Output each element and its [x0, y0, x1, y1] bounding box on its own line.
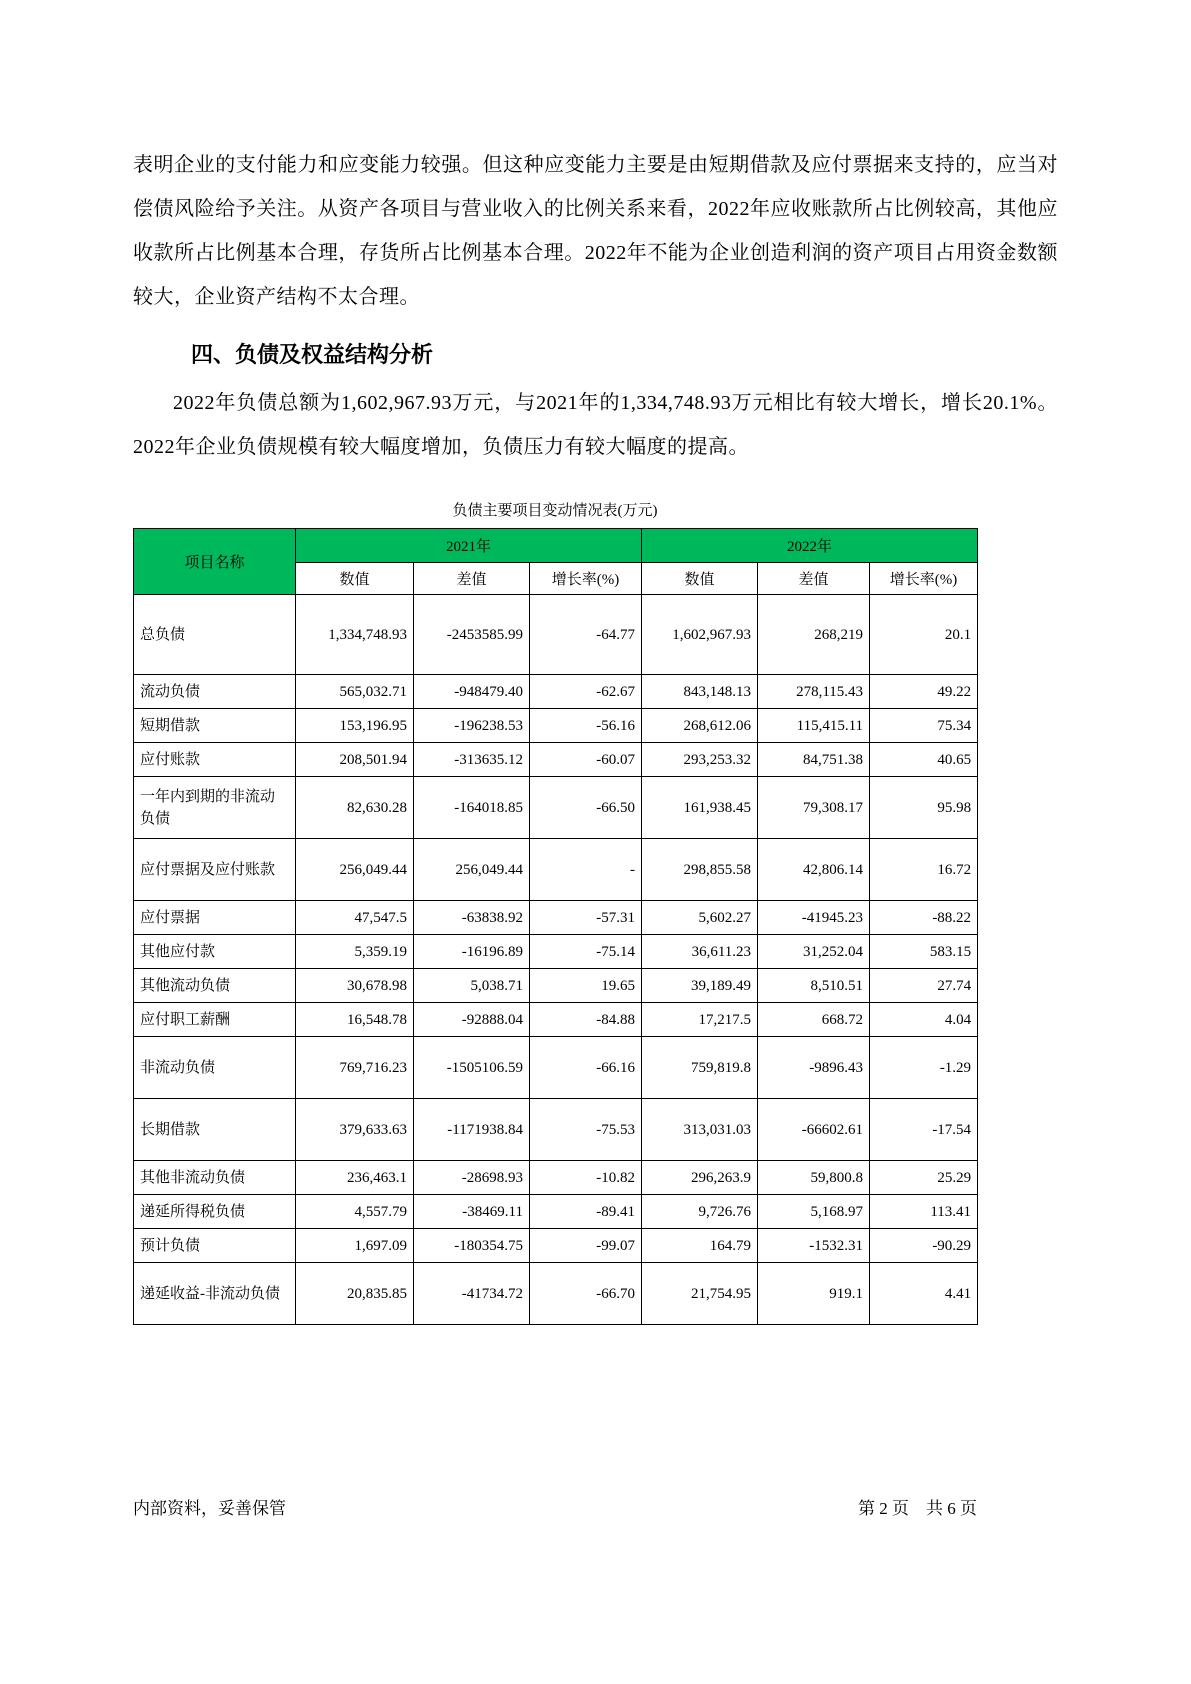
cell-growth-2021: -84.88 — [530, 1003, 642, 1037]
cell-diff-2021: -164018.85 — [414, 777, 530, 839]
cell-diff-2022: 8,510.51 — [758, 969, 870, 1003]
table-row — [134, 1195, 978, 1229]
cell-value-2022: 268,612.06 — [642, 709, 758, 743]
table-row — [134, 839, 978, 901]
cell-growth-2022: -90.29 — [870, 1229, 978, 1263]
liabilities-change-table — [133, 528, 978, 1325]
cell-value-2022: 313,031.03 — [642, 1099, 758, 1161]
cell-growth-2021: -99.07 — [530, 1229, 642, 1263]
cell-value-2022: 1,602,967.93 — [642, 595, 758, 675]
cell-value-2022: 36,611.23 — [642, 935, 758, 969]
cell-growth-2022: 49.22 — [870, 675, 978, 709]
cell-growth-2022: -17.54 — [870, 1099, 978, 1161]
cell-growth-2021: -66.50 — [530, 777, 642, 839]
footer-confidential-note: 内部资料，妥善保管 — [133, 1499, 286, 1518]
cell-value-2022: 843,148.13 — [642, 675, 758, 709]
table-row — [134, 595, 978, 675]
cell-diff-2021: -28698.93 — [414, 1161, 530, 1195]
col-header-value-2021: 数值 — [296, 563, 414, 595]
cell-growth-2021: -56.16 — [530, 709, 642, 743]
cell-diff-2021: -92888.04 — [414, 1003, 530, 1037]
cell-value-2021: 16,548.78 — [296, 1003, 414, 1037]
cell-value-2022: 296,263.9 — [642, 1161, 758, 1195]
cell-diff-2022: -41945.23 — [758, 901, 870, 935]
cell-value-2021: 47,547.5 — [296, 901, 414, 935]
col-header-diff-2022: 差值 — [758, 563, 870, 595]
cell-item-name: 应付账款 — [134, 743, 296, 777]
cell-value-2022: 39,189.49 — [642, 969, 758, 1003]
cell-diff-2022: -66602.61 — [758, 1099, 870, 1161]
table-row — [134, 1037, 978, 1099]
cell-item-name: 总负债 — [134, 595, 296, 675]
cell-value-2021: 1,334,748.93 — [296, 595, 414, 675]
cell-value-2021: 236,463.1 — [296, 1161, 414, 1195]
cell-item-name: 应付票据 — [134, 901, 296, 935]
cell-growth-2021: - — [530, 839, 642, 901]
cell-diff-2022: -1532.31 — [758, 1229, 870, 1263]
cell-growth-2022: 95.98 — [870, 777, 978, 839]
table-row — [134, 969, 978, 1003]
cell-diff-2022: 5,168.97 — [758, 1195, 870, 1229]
cell-growth-2021: -60.07 — [530, 743, 642, 777]
cell-growth-2021: -66.70 — [530, 1263, 642, 1325]
cell-diff-2022: 59,800.8 — [758, 1161, 870, 1195]
cell-diff-2022: 919.1 — [758, 1263, 870, 1325]
cell-value-2021: 82,630.28 — [296, 777, 414, 839]
cell-value-2022: 5,602.27 — [642, 901, 758, 935]
paragraph-asset-analysis: 表明企业的支付能力和应变能力较强。但这种应变能力主要是由短期借款及应付票据来支持的，应当对偿债风险给予关注。从资产各项目与营业收入的比例关系来看，2022年应收账款所占比例较高，其他应收款所占比例基本合理，存货所占比例基本合理。2022年不能为企业创造利润的资产项目占用资金数额较大，企业资产结构不太合理。 — [133, 154, 1058, 308]
page-footer — [133, 1494, 977, 1519]
cell-diff-2021: -313635.12 — [414, 743, 530, 777]
cell-diff-2021: -38469.11 — [414, 1195, 530, 1229]
cell-diff-2021: -41734.72 — [414, 1263, 530, 1325]
table-row — [134, 1161, 978, 1195]
table-row — [134, 777, 978, 839]
cell-value-2022: 293,253.32 — [642, 743, 758, 777]
cell-growth-2022: 113.41 — [870, 1195, 978, 1229]
cell-growth-2022: -1.29 — [870, 1037, 978, 1099]
cell-growth-2021: -75.53 — [530, 1099, 642, 1161]
cell-value-2022: 17,217.5 — [642, 1003, 758, 1037]
cell-growth-2021: -64.77 — [530, 595, 642, 675]
cell-diff-2021: -180354.75 — [414, 1229, 530, 1263]
cell-growth-2022: 4.04 — [870, 1003, 978, 1037]
cell-diff-2021: -1505106.59 — [414, 1037, 530, 1099]
cell-growth-2022: 75.34 — [870, 709, 978, 743]
cell-value-2022: 298,855.58 — [642, 839, 758, 901]
cell-growth-2021: -57.31 — [530, 901, 642, 935]
col-header-diff-2021: 差值 — [414, 563, 530, 595]
cell-diff-2021: -1171938.84 — [414, 1099, 530, 1161]
cell-growth-2021: -10.82 — [530, 1161, 642, 1195]
table-row — [134, 675, 978, 709]
table-body — [134, 595, 978, 1325]
cell-item-name: 一年内到期的非流动负债 — [134, 777, 296, 839]
cell-diff-2022: 115,415.11 — [758, 709, 870, 743]
cell-value-2021: 565,032.71 — [296, 675, 414, 709]
cell-value-2021: 153,196.95 — [296, 709, 414, 743]
table-row — [134, 1263, 978, 1325]
cell-diff-2021: -196238.53 — [414, 709, 530, 743]
table-row — [134, 1099, 978, 1161]
cell-growth-2021: -75.14 — [530, 935, 642, 969]
cell-growth-2022: 16.72 — [870, 839, 978, 901]
cell-item-name: 其他非流动负债 — [134, 1161, 296, 1195]
cell-diff-2022: 31,252.04 — [758, 935, 870, 969]
paragraph-debt-total: 2022年负债总额为1,602,967.93万元，与2021年的1,334,748.93万元相比有较大增长，增长20.1%。2022年企业负债规模有较大幅度增加，负债压力有较大幅度的提高。 — [133, 392, 1058, 458]
cell-growth-2022: 27.74 — [870, 969, 978, 1003]
cell-diff-2021: 256,049.44 — [414, 839, 530, 901]
table-row — [134, 743, 978, 777]
table-row — [134, 935, 978, 969]
cell-value-2021: 379,633.63 — [296, 1099, 414, 1161]
cell-item-name: 流动负债 — [134, 675, 296, 709]
cell-diff-2022: 278,115.43 — [758, 675, 870, 709]
cell-growth-2022: 583.15 — [870, 935, 978, 969]
cell-growth-2022: -88.22 — [870, 901, 978, 935]
table-row — [134, 1003, 978, 1037]
cell-diff-2022: 79,308.17 — [758, 777, 870, 839]
cell-diff-2021: -2453585.99 — [414, 595, 530, 675]
section-heading-liabilities: 四、负债及权益结构分析 — [191, 342, 434, 367]
cell-growth-2022: 40.65 — [870, 743, 978, 777]
cell-item-name: 非流动负债 — [134, 1037, 296, 1099]
cell-diff-2022: 668.72 — [758, 1003, 870, 1037]
col-header-item-name: 项目名称 — [134, 529, 296, 595]
table-title: 负债主要项目变动情况表(万元) — [452, 503, 658, 519]
cell-item-name: 应付票据及应付账款 — [134, 839, 296, 901]
cell-value-2021: 4,557.79 — [296, 1195, 414, 1229]
cell-value-2021: 5,359.19 — [296, 935, 414, 969]
cell-growth-2022: 20.1 — [870, 595, 978, 675]
col-group-2021: 2021年 — [296, 529, 642, 563]
cell-diff-2022: 268,219 — [758, 595, 870, 675]
cell-growth-2021: -62.67 — [530, 675, 642, 709]
cell-value-2022: 9,726.76 — [642, 1195, 758, 1229]
cell-diff-2021: -16196.89 — [414, 935, 530, 969]
cell-diff-2021: -948479.40 — [414, 675, 530, 709]
col-group-2022: 2022年 — [642, 529, 978, 563]
col-header-growth-2022: 增长率(%) — [870, 563, 978, 595]
cell-value-2021: 1,697.09 — [296, 1229, 414, 1263]
cell-growth-2021: -89.41 — [530, 1195, 642, 1229]
cell-item-name: 递延收益-非流动负债 — [134, 1263, 296, 1325]
cell-diff-2022: -9896.43 — [758, 1037, 870, 1099]
cell-item-name: 应付职工薪酬 — [134, 1003, 296, 1037]
cell-item-name: 递延所得税负债 — [134, 1195, 296, 1229]
cell-value-2022: 164.79 — [642, 1229, 758, 1263]
cell-value-2022: 161,938.45 — [642, 777, 758, 839]
cell-growth-2022: 25.29 — [870, 1161, 978, 1195]
table-row — [134, 1229, 978, 1263]
cell-value-2021: 769,716.23 — [296, 1037, 414, 1099]
cell-value-2021: 20,835.85 — [296, 1263, 414, 1325]
col-header-value-2022: 数值 — [642, 563, 758, 595]
cell-growth-2021: -66.16 — [530, 1037, 642, 1099]
cell-diff-2022: 84,751.38 — [758, 743, 870, 777]
cell-diff-2021: -63838.92 — [414, 901, 530, 935]
cell-item-name: 长期借款 — [134, 1099, 296, 1161]
cell-value-2022: 759,819.8 — [642, 1037, 758, 1099]
table-header-group-row — [134, 529, 978, 563]
cell-value-2022: 21,754.95 — [642, 1263, 758, 1325]
table-row — [134, 709, 978, 743]
footer-page-number: 第 2 页 共 6 页 — [858, 1499, 977, 1518]
table-row — [134, 901, 978, 935]
cell-item-name: 其他流动负债 — [134, 969, 296, 1003]
cell-item-name: 短期借款 — [134, 709, 296, 743]
cell-diff-2022: 42,806.14 — [758, 839, 870, 901]
cell-growth-2022: 4.41 — [870, 1263, 978, 1325]
cell-diff-2021: 5,038.71 — [414, 969, 530, 1003]
cell-item-name: 其他应付款 — [134, 935, 296, 969]
col-header-growth-2021: 增长率(%) — [530, 563, 642, 595]
cell-value-2021: 208,501.94 — [296, 743, 414, 777]
cell-value-2021: 256,049.44 — [296, 839, 414, 901]
cell-item-name: 预计负债 — [134, 1229, 296, 1263]
cell-value-2021: 30,678.98 — [296, 969, 414, 1003]
cell-growth-2021: 19.65 — [530, 969, 642, 1003]
